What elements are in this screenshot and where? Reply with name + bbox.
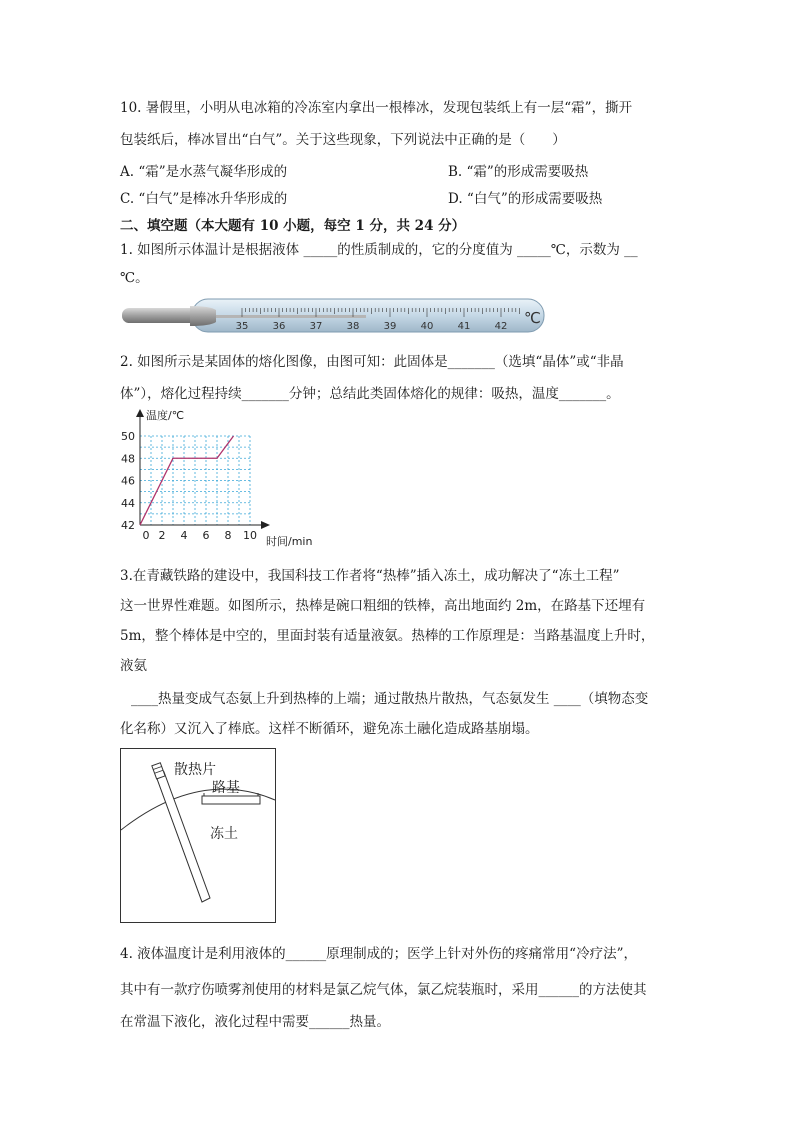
q10-option-c: C. “白气”是棒冰升华形成的 bbox=[120, 191, 288, 207]
scale-label: 42 bbox=[494, 321, 508, 332]
scale-label: 41 bbox=[457, 321, 471, 332]
x-tick-label: 10 bbox=[243, 529, 257, 542]
q10-option-a: A. “霜”是水蒸气凝华形成的 bbox=[120, 164, 288, 180]
heat-rod-figure bbox=[120, 748, 280, 924]
y-axis-arrow bbox=[136, 409, 144, 417]
y-tick-label: 50 bbox=[121, 430, 135, 443]
scale-label: 37 bbox=[309, 321, 323, 332]
q3-stem-line4: 液氨 bbox=[120, 658, 147, 674]
q4-stem-line2: 其中有一款疗伤喷雾剂使用的材料是氯乙烷气体，氯乙烷装瓶时，采用______的方法使其 bbox=[120, 982, 647, 998]
y-tick-label: 42 bbox=[121, 519, 135, 532]
q3-stem-line2: 这一世界性难题。如图所示，热棒是碗口粗细的铁棒，高出地面约 2m，在路基下还埋有 bbox=[120, 598, 646, 614]
thermometer-bulb bbox=[122, 308, 197, 323]
scale-label: 40 bbox=[420, 321, 434, 332]
q4-stem-line1: 4. 液体温度计是利用液体的______原理制成的；医学上针对外伤的疼痛常用“冷疗法”， bbox=[120, 946, 637, 962]
q2-stem-line2: 体”），熔化过程持续_______分钟；总结此类固体熔化的规律：吸热，温度_______。 bbox=[120, 386, 620, 402]
scale-label: 35 bbox=[235, 321, 249, 332]
melting-series-line bbox=[140, 436, 234, 525]
x-tick-label: 4 bbox=[180, 529, 188, 542]
thermometer-figure bbox=[120, 296, 550, 336]
q10-stem-line1: 10. 暑假里，小明从电冰箱的冷冻室内拿出一根棒冰，发现包装纸上有一层“霜”，撕开 bbox=[120, 100, 633, 116]
section-title: 二、填空题（本大题有 10 小题，每空 1 分，共 24 分） bbox=[120, 218, 466, 234]
q2-stem-line1: 2. 如图所示是某固体的熔化图像，由图可知：此固体是_______（选填“晶体”或“非晶 bbox=[120, 354, 624, 370]
label-frozen-soil: 冻土 bbox=[210, 826, 238, 842]
thermometer-unit: ℃ bbox=[524, 309, 541, 327]
scale-label: 36 bbox=[272, 321, 286, 332]
chart-grid bbox=[140, 436, 250, 525]
q10-option-d: D. “白气”的形成需要吸热 bbox=[448, 191, 603, 207]
scale-label: 38 bbox=[346, 321, 360, 332]
scale-label: 39 bbox=[383, 321, 397, 332]
q3-stem-line5: ____热量变成气态氨上升到热棒的上端；通过散热片散热，气态氨发生 ____（填物态变 bbox=[131, 691, 649, 707]
q4-stem-line3: 在常温下液化，液化过程中需要______热量。 bbox=[120, 1014, 390, 1030]
x-tick-label: 0 bbox=[142, 529, 150, 542]
x-tick-label: 6 bbox=[202, 529, 210, 542]
q3-stem-line6: 化名称）又沉入了棒底。这样不断循环，避免冻土融化造成路基崩塌。 bbox=[120, 721, 539, 737]
x-axis-label: 时间/min bbox=[266, 535, 313, 548]
x-tick-label: 2 bbox=[158, 529, 166, 542]
label-heat-sink: 散热片 bbox=[174, 762, 216, 778]
thermometer-mercury bbox=[216, 315, 366, 318]
x-axis-arrow bbox=[261, 521, 270, 529]
roadbed-block bbox=[202, 796, 260, 804]
q10-option-b: B. “霜”的形成需要吸热 bbox=[448, 164, 589, 180]
y-tick-label: 46 bbox=[121, 474, 135, 488]
q3-stem-line3: 5m，整个棒体是中空的，里面封装有适量液氨。热棒的工作原理是：当路基温度上升时， bbox=[120, 628, 655, 644]
label-roadbed: 路基 bbox=[212, 780, 240, 796]
thermometer-neck bbox=[190, 306, 216, 326]
y-tick-label: 48 bbox=[121, 452, 135, 466]
x-tick-label: 8 bbox=[224, 529, 232, 542]
melting-chart bbox=[116, 404, 326, 550]
q10-stem-line2: 包装纸后，棒冰冒出“白气”。关于这些现象，下列说法中正确的是（ ） bbox=[120, 132, 566, 148]
y-axis-label: 温度/℃ bbox=[146, 409, 185, 422]
q1-stem-line2: ℃。 bbox=[120, 270, 149, 286]
q1-stem-line1: 1. 如图所示体温计是根据液体 _____的性质制成的，它的分度值为 _____℃，示数为 __ bbox=[120, 242, 638, 258]
y-tick-label: 44 bbox=[121, 496, 135, 510]
q3-stem-line1: 3.在青藏铁路的建设中，我国科技工作者将“热棒”插入冻土，成功解决了“冻土工程” bbox=[120, 568, 620, 584]
